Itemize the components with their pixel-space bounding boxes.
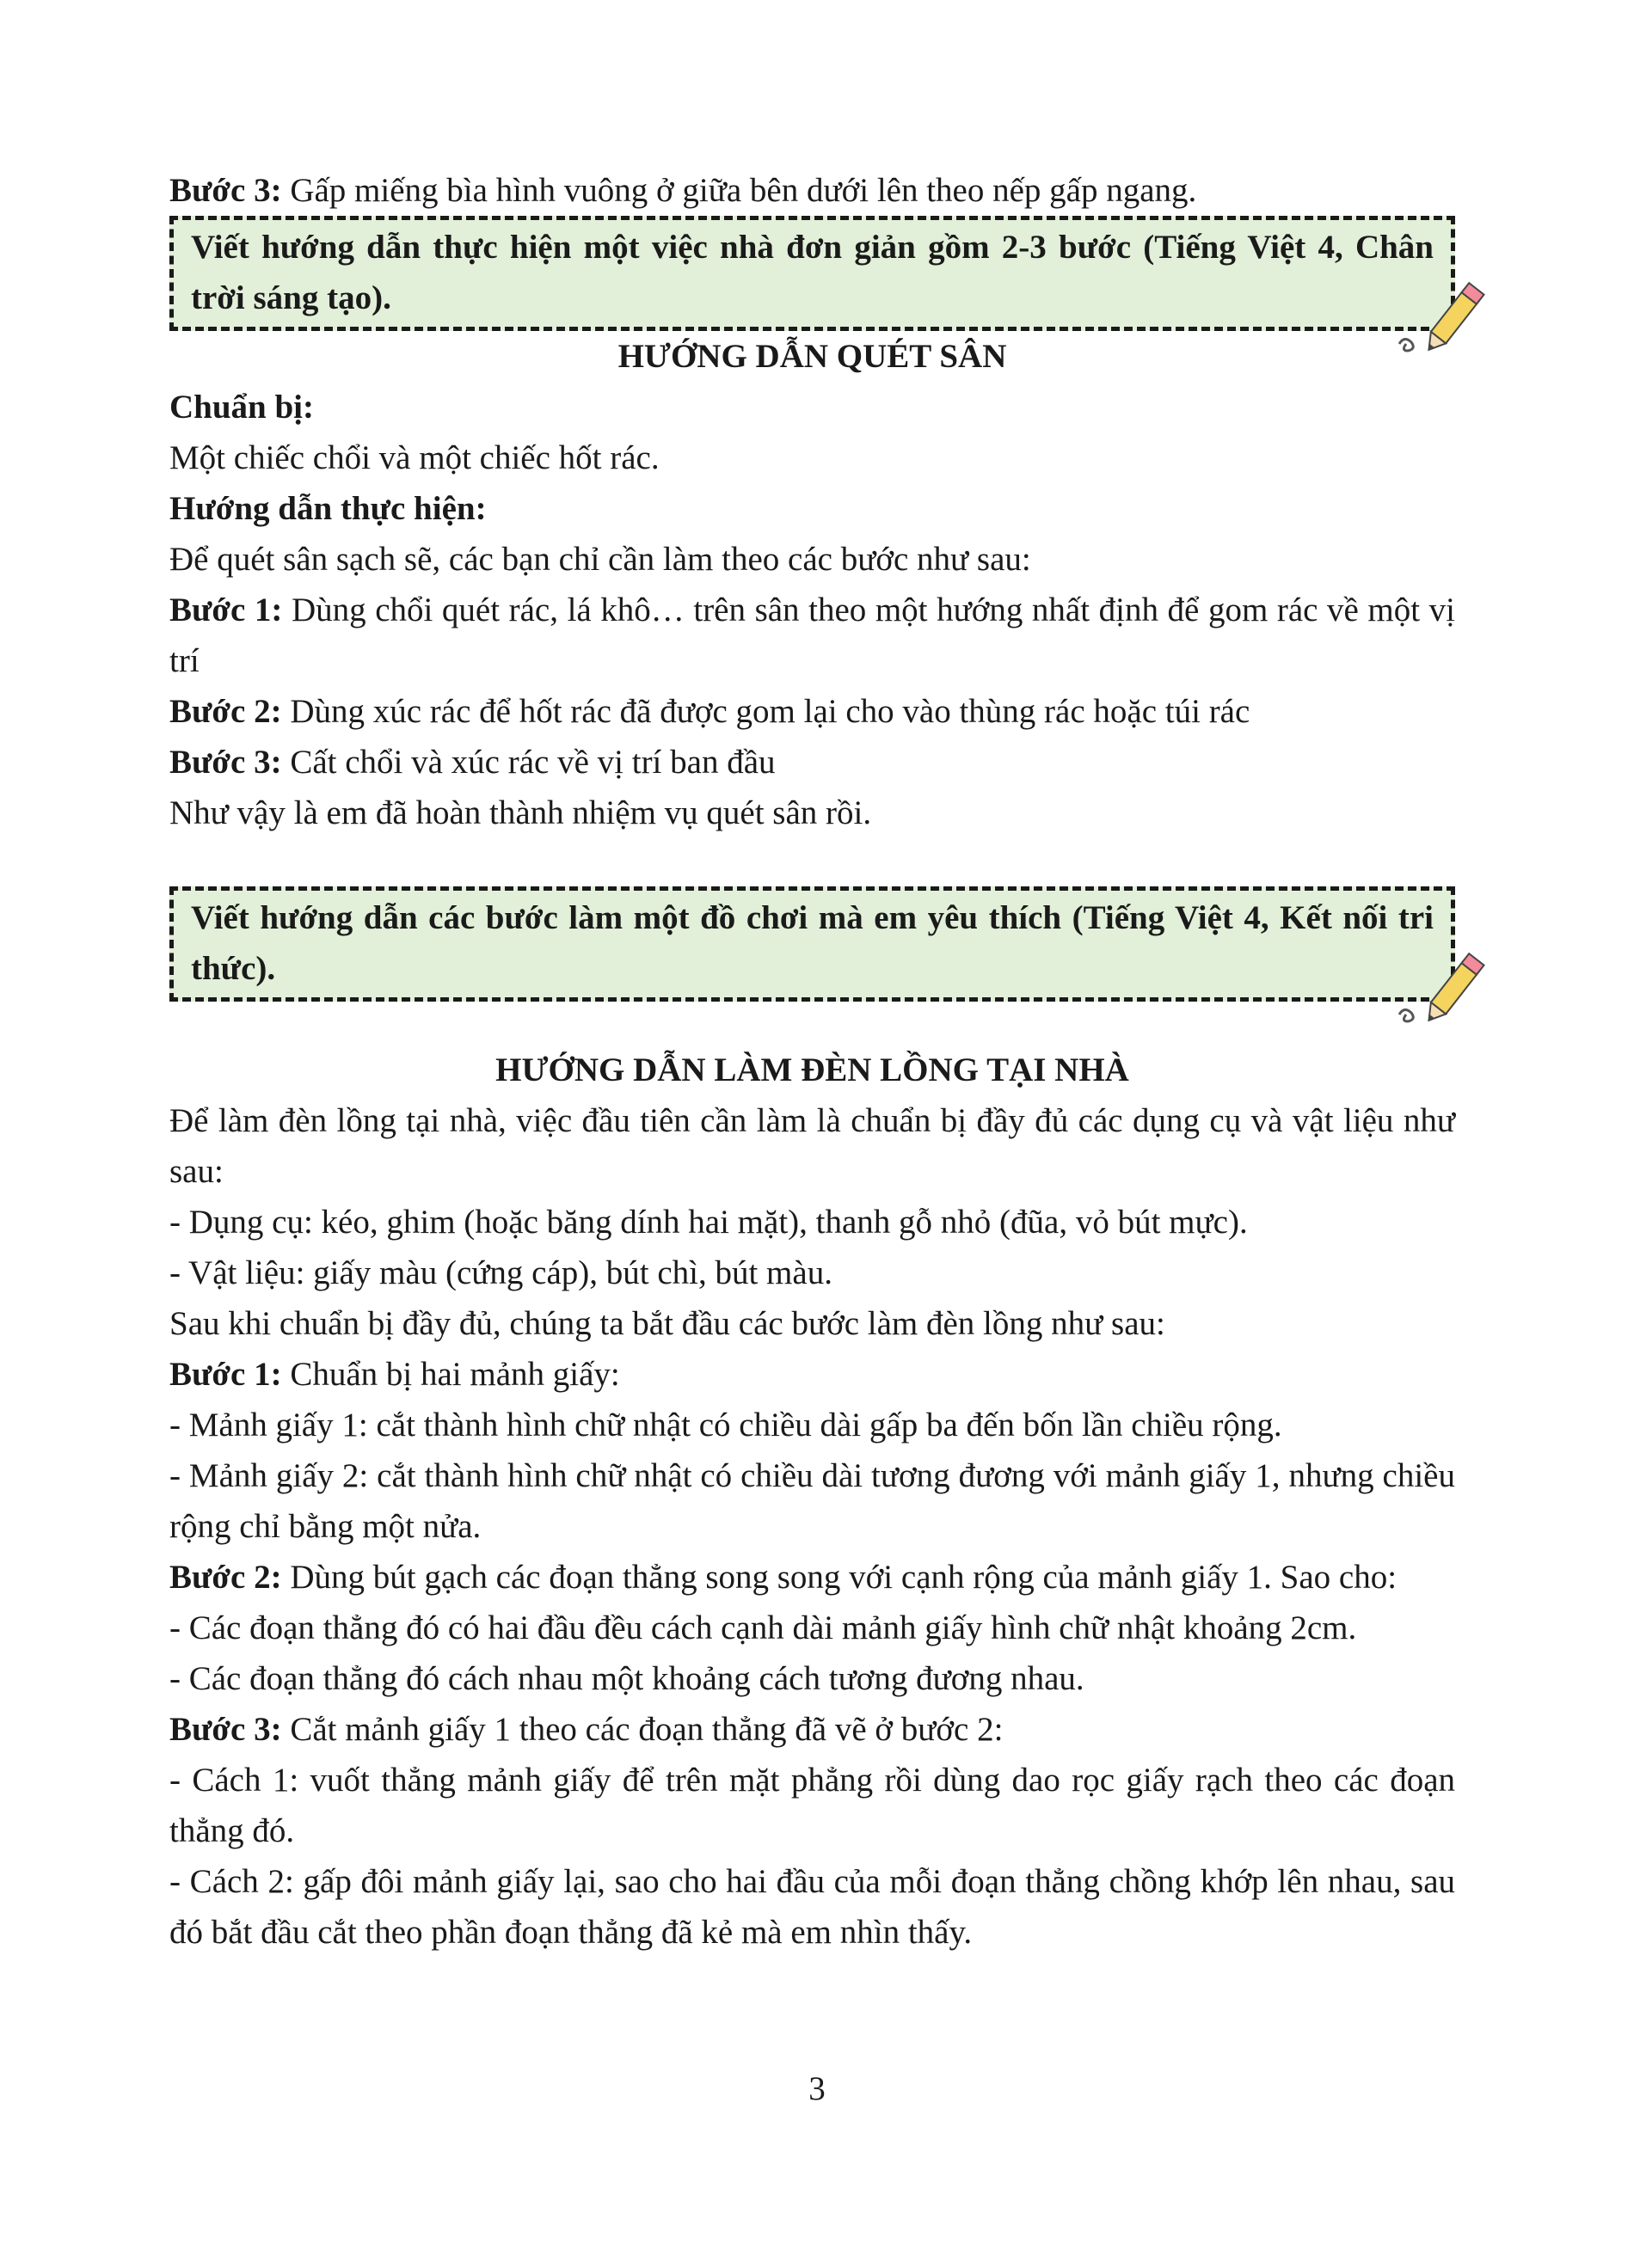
section2-step-2 xyxy=(169,1552,1455,1603)
section-title-2: HƯỚNG DẪN LÀM ĐÈN LỒNG TẠI NHÀ xyxy=(495,1051,1129,1088)
page-number: 3 xyxy=(808,2070,826,2107)
step-label: Bước 2: xyxy=(169,693,282,730)
step-label: Bước 1: xyxy=(169,592,283,628)
step-text: Dùng bút gạch các đoạn thẳng song song với cạnh rộng của mảnh giấy 1. Sao cho: xyxy=(281,1559,1398,1596)
step-text: Cất chổi và xúc rác về vị trí ban đầu xyxy=(281,744,776,781)
step-label: Bước 2: xyxy=(169,1559,282,1596)
prompt-text: Viết hướng dẫn thực hiện một việc nhà đơn giản gồm 2-3 bước (Tiếng Việt 4, Chân trời sáng tạo). xyxy=(191,229,1434,316)
guide-label-text: Hướng dẫn thực hiện: xyxy=(169,490,487,527)
section2-intro: Để làm đèn lồng tại nhà, việc đầu tiên cần làm là chuẩn bị đầy đủ các dụng cụ và vật liệu như sau: xyxy=(169,1102,1455,1190)
spacer xyxy=(169,838,1455,886)
section2-step-3 xyxy=(169,1704,1455,1755)
section-title-1: HƯỚNG DẪN QUÉT SÂN xyxy=(617,338,1007,375)
list-item: - Cách 1: vuốt thẳng mảnh giấy để trên mặt phẳng rồi dùng dao rọc giấy rạch theo các đoạn thẳng đó. xyxy=(169,1762,1455,1849)
step-text: Dùng chổi quét rác, lá khô… trên sân theo một hướng nhất định để gom rác về một vị trí xyxy=(169,592,1455,679)
materials-line: - Vật liệu: giấy màu (cứng cáp), bút chì, bút màu. xyxy=(169,1254,832,1291)
guide-label xyxy=(169,483,1455,534)
step-label: Bước 1: xyxy=(169,1356,282,1393)
spacer xyxy=(169,1002,1455,1045)
tools-line: - Dụng cụ: kéo, ghim (hoặc băng dính hai mặt), thanh gỗ nhỏ (đũa, vỏ bút mực). xyxy=(169,1204,1248,1241)
page-content xyxy=(169,165,1455,1958)
section1-step-1 xyxy=(169,585,1455,686)
pencil-icon xyxy=(1394,270,1497,365)
step-label: Bước 3: xyxy=(169,172,282,209)
section1-step-3 xyxy=(169,737,1455,788)
prompt-text: Viết hướng dẫn các bước làm một đồ chơi mà em yêu thích (Tiếng Việt 4, Kết nối tri thức). xyxy=(191,899,1434,987)
list-item: - Các đoạn thẳng đó cách nhau một khoảng cách tương đương nhau. xyxy=(169,1660,1084,1697)
step-text: Gấp miếng bìa hình vuông ở giữa bên dưới lên theo nếp gấp ngang. xyxy=(281,172,1197,209)
step-text: Dùng xúc rác để hốt rác đã được gom lại cho vào thùng rác hoặc túi rác xyxy=(281,693,1250,730)
section2-step-1 xyxy=(169,1349,1455,1400)
list-item: - Các đoạn thẳng đó có hai đầu đều cách cạnh dài mảnh giấy hình chữ nhật khoảng 2cm. xyxy=(169,1609,1357,1646)
prompt-box-1 xyxy=(169,216,1455,331)
paragraph-prev-step3 xyxy=(169,165,1455,216)
section1-step-2 xyxy=(169,686,1455,737)
prep-label-text: Chuẩn bị: xyxy=(169,389,314,426)
list-item: - Mảnh giấy 2: cắt thành hình chữ nhật có chiều dài tương đương với mảnh giấy 1, nhưng chiều rộng chỉ bằng một nửa. xyxy=(169,1457,1455,1545)
section1-conclusion: Như vậy là em đã hoàn thành nhiệm vụ quét sân rồi. xyxy=(169,794,872,831)
prep-text: Một chiếc chổi và một chiếc hốt rác. xyxy=(169,439,660,476)
transition-line: Sau khi chuẩn bị đầy đủ, chúng ta bắt đầu các bước làm đèn lồng như sau: xyxy=(169,1305,1165,1342)
list-item: - Mảnh giấy 1: cắt thành hình chữ nhật có chiều dài gấp ba đến bốn lần chiều rộng. xyxy=(169,1407,1282,1444)
prompt-box-2 xyxy=(169,886,1455,1002)
step-label: Bước 3: xyxy=(169,744,282,781)
step-text: Cắt mảnh giấy 1 theo các đoạn thẳng đã vẽ ở bước 2: xyxy=(281,1711,1004,1748)
pencil-icon xyxy=(1394,941,1497,1035)
list-item: - Cách 2: gấp đôi mảnh giấy lại, sao cho hai đầu của mỗi đoạn thẳng chồng khớp lên nhau, sau đó bắt đầu cắt theo phần đoạn thẳng đã kẻ mà em nhìn thấy. xyxy=(169,1863,1455,1951)
prep-label xyxy=(169,382,1455,432)
step-label: Bước 3: xyxy=(169,1711,282,1748)
step-text: Chuẩn bị hai mảnh giấy: xyxy=(281,1356,620,1393)
section1-intro: Để quét sân sạch sẽ, các bạn chỉ cần làm theo các bước như sau: xyxy=(169,541,1031,578)
